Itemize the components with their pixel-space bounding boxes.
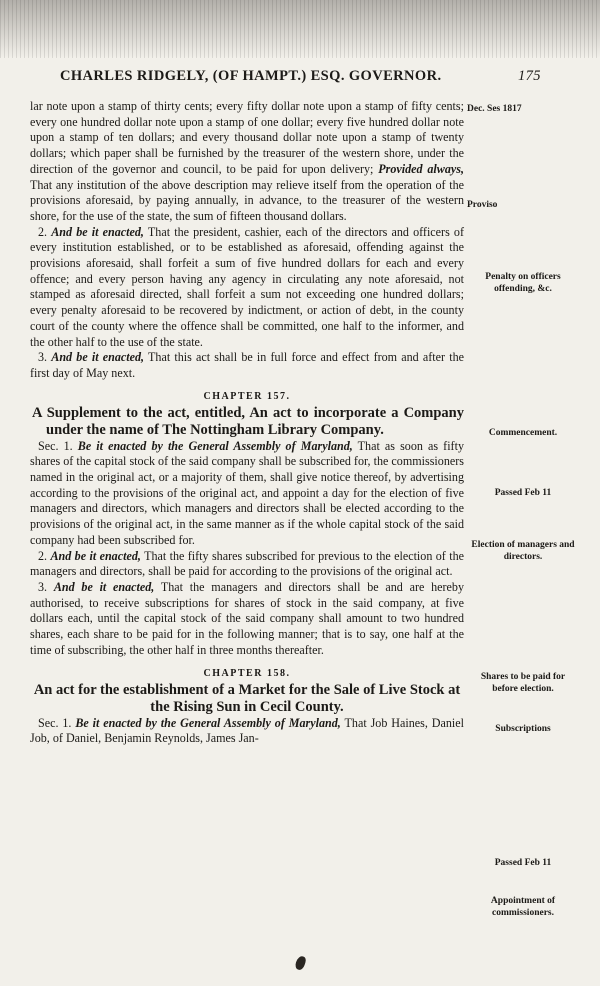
section-3-commencement xyxy=(30,350,464,381)
enacting-clause: And be it enacted, xyxy=(50,548,141,563)
running-header xyxy=(60,68,545,85)
section-number: Sec. 1. xyxy=(38,715,72,730)
proviso-word: Provided always, xyxy=(378,161,464,176)
text-run: That any institution of the above description may relieve itself from the operation of the provisions aforesaid, by paying annually, in advance, to the treasurer of the western shore, for the use of the state, the sum of fifteen thousand dollars. xyxy=(30,177,464,223)
margin-note-passed-157: Passed Feb 11 xyxy=(494,488,552,498)
enacting-clause: And be it enacted, xyxy=(51,350,145,365)
margin-note-shares: Shares to be paid for before election. xyxy=(480,672,566,694)
margin-note-subscriptions: Subscriptions xyxy=(495,724,551,734)
section-number: 2. xyxy=(38,548,48,563)
section-number: 2. xyxy=(38,224,48,239)
paragraph-stamp-duties xyxy=(30,99,464,225)
ink-blot xyxy=(294,955,307,971)
section-text: That Job Haines, Daniel Job, of Daniel, Benjamin Reynolds, James Jan- xyxy=(30,715,464,746)
margin-note-commencement: Commencement. xyxy=(488,428,558,438)
enacting-clause: Be it enacted by the General Assembly of Maryland, xyxy=(77,438,353,453)
chapter-157-section-1 xyxy=(30,439,464,549)
section-text: That the fifty shares subscribed for previous to the election of the managers and directors, shall be paid for according to the provisions of the original act. xyxy=(30,548,464,579)
section-number: Sec. 1. xyxy=(38,438,73,453)
section-text: That the president, cashier, each of the directors and officers of every institution established, or to be established as aforesaid, offending against the provisions aforesaid, shall forfeit a sum of five hundred dollars for each and every offence; and every person having any agency in circulating any note aforesaid, not stamped as aforesaid directed, shall forfeit a sum not exceeding one hundred dollars; every penalty aforesaid to be recovered by indictment, or action of debt, in the county court of the county where the offence shall be committed, one half to the informer, and the other half to the use of the state. xyxy=(30,224,465,349)
text-run: lar note upon a stamp of thirty cents; every fifty dollar note upon a stamp of fifty cents; every one hundred dollar note upon a stamp of one dollar; every five hundred dollar note upon a stamp of ten dollars; and every thousand dollar note upon a stamp of twenty dollars; which paper shall be furnished by the treasurer of the western shore, under the direction of the governor and council, to be paid for upon delivery; xyxy=(30,99,464,176)
section-text: That the managers and directors shall be and are hereby authorised, to receive subscriptions for shares of stock in the said company, at five dollars each, until the capital stock of the said company shall amount to two hundred shares, each share to be paid for in the following manner; that is to say, one half at the time of subscribing, the other half in three months thereafter. xyxy=(30,579,464,657)
enacting-clause: Be it enacted by the General Assembly of Maryland, xyxy=(75,715,341,730)
enacting-clause: And be it enacted, xyxy=(51,224,144,239)
margin-note-appointment: Appointment of commissioners. xyxy=(490,896,556,918)
chapter-157-section-2 xyxy=(30,549,464,580)
scan-edge-noise xyxy=(0,0,600,58)
margin-note-session: Dec. Ses 1817 xyxy=(467,104,522,114)
margin-note-election: Election of managers and directors. xyxy=(471,540,575,562)
section-number: 3. xyxy=(38,579,48,594)
chapter-157-section-3 xyxy=(30,580,464,659)
section-2-penalty xyxy=(30,225,464,351)
margin-note-proviso: Proviso xyxy=(467,200,498,210)
running-title: CHARLES RIDGELY, (OF HAMPT.) ESQ. GOVERNOR. xyxy=(60,68,442,84)
section-number: 3. xyxy=(38,350,48,365)
main-text-column xyxy=(30,99,464,747)
section-text: That this act shall be in full force and effect from and after the first day of May next. xyxy=(30,350,464,380)
chapter-158-title: An act for the establishment of a Market for the Sale of Live Stock at the Rising Sun in Cecil County. xyxy=(33,681,461,715)
margin-note-penalty: Penalty on officers offending, &c. xyxy=(485,272,561,294)
chapter-158-heading: CHAPTER 158. xyxy=(203,667,291,679)
chapter-157-heading: CHAPTER 157. xyxy=(203,390,291,402)
page-number: 175 xyxy=(518,68,541,84)
margin-note-passed-158: Passed Feb 11 xyxy=(494,858,552,868)
chapter-157-title: A Supplement to the act, entitled, An act to incorporate a Company under the name of The Nottingham Library Company. xyxy=(32,404,464,438)
enacting-clause: And be it enacted, xyxy=(53,579,155,594)
section-text: That as soon as fifty shares of the capital stock of the said company shall be subscribed for, the commissioners named in the original act, or a majority of them, shall give notice thereof, by advertising according to the provisions of the original act, and appoint a day for the election of five managers and directors, which managers and directors shall be elected according to the provisions of the original act, in the same manner as if the whole capital stock of the said company had been subscribed for. xyxy=(30,438,464,547)
chapter-158-section-1 xyxy=(30,716,464,747)
